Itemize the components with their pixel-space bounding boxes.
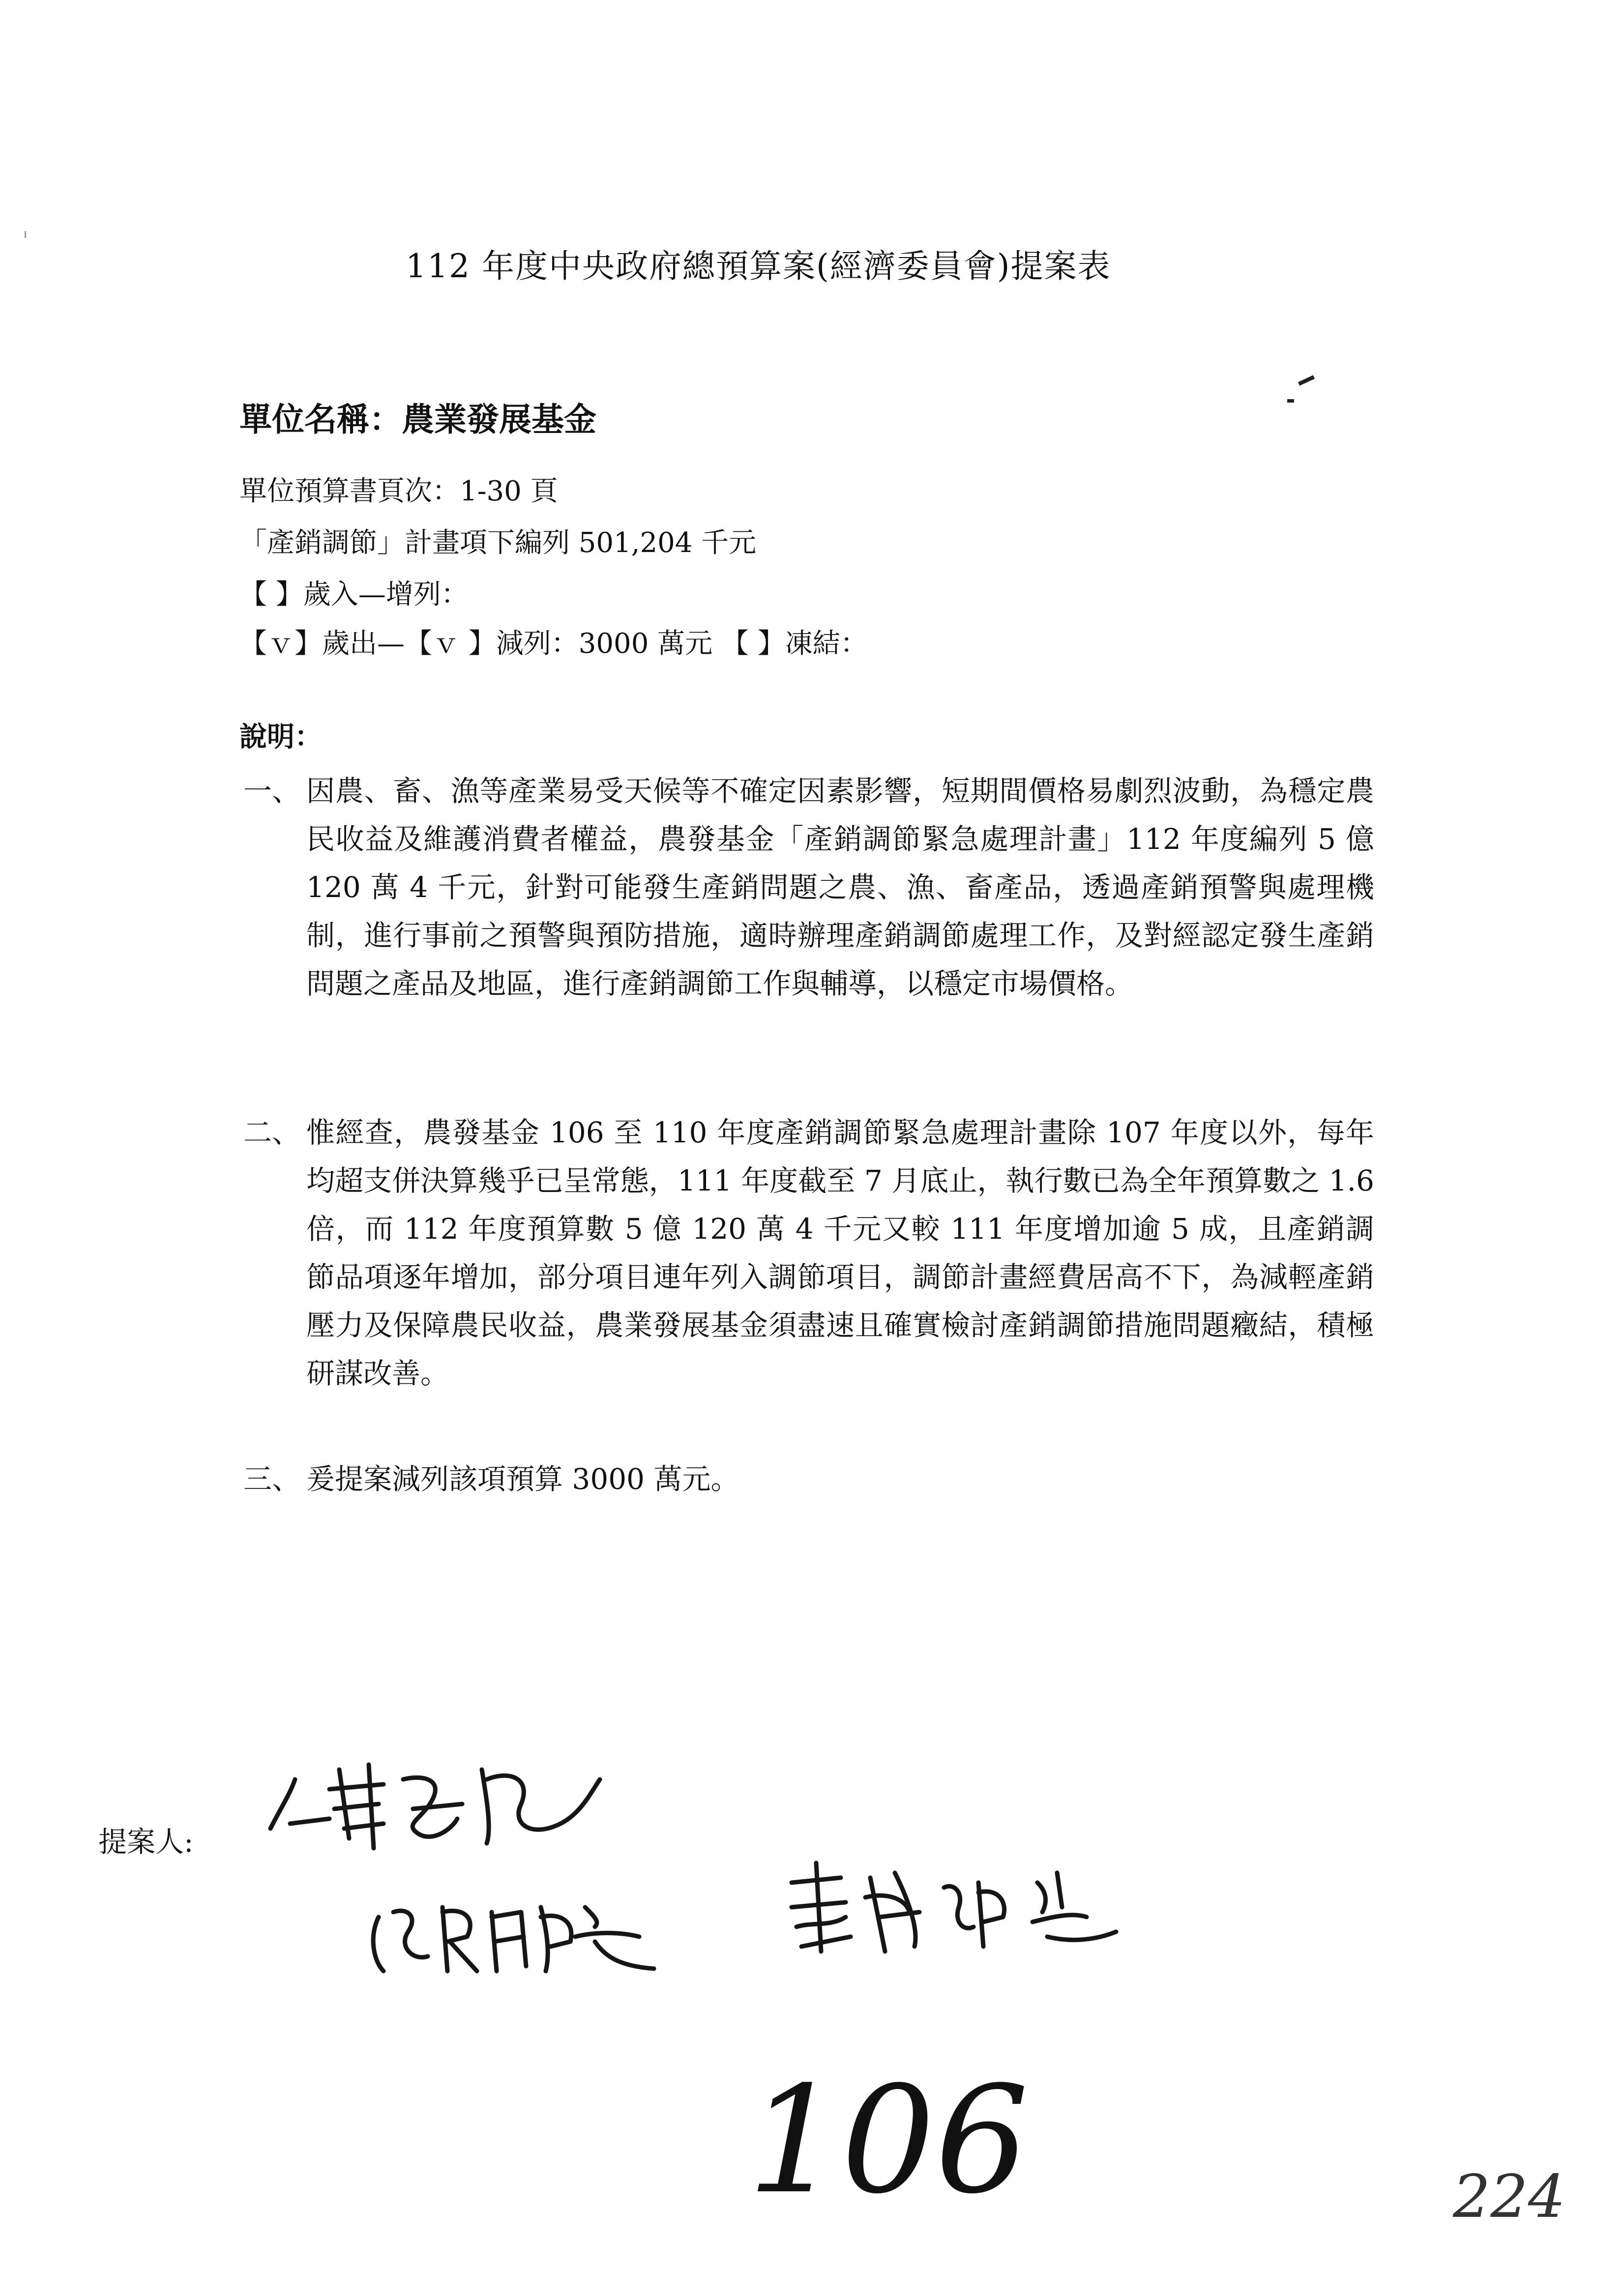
paragraph-text: 因農、畜、漁等產業易受天候等不確定因素影響，短期間價格易劇烈波動，為穩定農民收益及維護消費者權益，農發基金「產銷調節緊急處理計畫」112 年度編列 5 億 120 萬 4 千元，針對可能發生產銷問題之農、漁、畜產品，透過產銷預警與處理機制，進行事前之預警與預防措施，適時辦理產銷調節處理工作，及對經認定發生產銷問題之產品及地區，進行產銷調節工作與輔導，以穩定市場價格。 [306, 774, 1374, 1000]
paragraph-text: 爰提案減列該項預算 3000 萬元。 [306, 1462, 739, 1496]
handwritten-page-number: 106 [747, 2055, 1029, 2226]
paragraph-marker: 一、 [243, 774, 301, 808]
handwritten-signature [256, 1750, 610, 1858]
handwritten-sheet-number: 224 [1453, 2163, 1566, 2231]
explanation-paragraph [243, 1455, 1374, 1503]
paragraph-marker: 二、 [243, 1116, 301, 1149]
handwritten-signature [364, 1888, 659, 1986]
proposer-label: 提案人: [98, 1825, 194, 1859]
scan-speck [1287, 399, 1294, 403]
expenditure-line: 【ｖ】歲出—【ｖ 】減列：3000 萬元 【 】凍結： [239, 628, 868, 660]
explanation-paragraph [243, 767, 1374, 1008]
budget-page-line: 單位預算書頁次：1-30 頁 [239, 475, 558, 507]
revenue-line: 【 】歲入—增列： [239, 579, 469, 610]
scan-speck [1298, 375, 1315, 386]
scan-speck [25, 231, 26, 238]
unit-name: 單位名稱：農業發展基金 [239, 400, 596, 438]
document-title: 112 年度中央政府總預算案(經濟委員會)提案表 [406, 247, 1111, 285]
paragraph-text: 惟經查，農發基金 106 至 110 年度產銷調節緊急處理計畫除 107 年度以外，每年均超支併決算幾乎已呈常態，111 年度截至 7 月底止，執行數已為全年預算數之 1.6 倍，而 112 年度預算數 5 億 120 萬 4 千元又較 111 年度增加逾 5 成，且產銷調節品項逐年增加，部分項目連年列入調節項目，調節計畫經費居高不下，為減輕產銷壓力及保障農民收益，農業發展基金須盡速且確實檢討產銷調節措施問題癥結，積極研謀改善。 [306, 1116, 1375, 1390]
explanation-heading: 說明： [239, 721, 322, 753]
handwritten-signature [772, 1853, 1126, 1966]
paragraph-marker: 三、 [243, 1462, 301, 1496]
explanation-paragraph [243, 1108, 1374, 1397]
program-line: 「產銷調節」計畫項下編列 501,204 千元 [239, 527, 757, 559]
